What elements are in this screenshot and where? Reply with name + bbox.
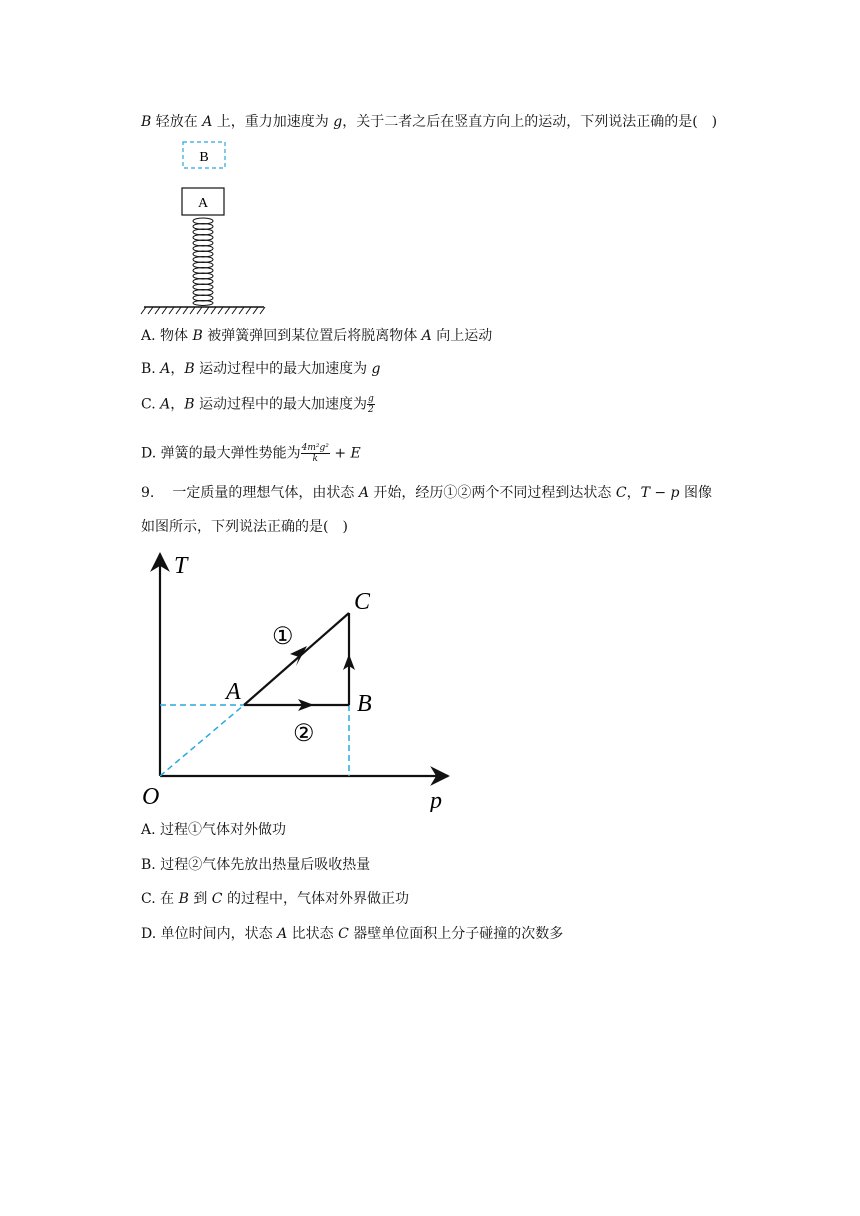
q9-stem-line1 (141, 483, 712, 503)
option-text: 运动过程中的最大加速度为 (194, 361, 372, 377)
stem-text: 一定质量的理想气体，由状态 (172, 485, 359, 501)
option-text: 到 (188, 891, 212, 907)
block-b-label: B (199, 150, 209, 165)
q9-option-a (141, 820, 286, 840)
q8-option-c (141, 394, 375, 415)
var-a: A (160, 396, 171, 413)
fraction-energy (301, 443, 330, 464)
ground-hatch (141, 307, 265, 314)
var-a: A (202, 114, 213, 130)
option-text: 弹簧的最大弹性势能为 (156, 445, 301, 462)
stem-text: 开始，经历①②两个不同过程到达状态 (368, 485, 616, 501)
stem-text: 轻放在 (151, 114, 203, 130)
q9-option-b (141, 855, 370, 875)
var-a: A (160, 361, 171, 377)
stem-text: 上，重力加速度为 (212, 114, 334, 130)
stem-text: ，关于二者之后在竖直方向上的运动，下列说法正确的是( ) (342, 114, 718, 130)
var-c: C (615, 485, 627, 501)
option-prefix: C. (141, 396, 156, 413)
spring-coils (193, 218, 213, 306)
var-c: C (338, 926, 349, 942)
var-c: C (211, 891, 223, 907)
spring-figure (140, 138, 270, 318)
process-2-label: ② (293, 721, 315, 747)
p-axis-label: p (430, 788, 442, 812)
q8-option-b (141, 359, 381, 379)
option-prefix: B. (141, 857, 156, 873)
separator: ， (170, 361, 185, 377)
var-b: B (178, 891, 189, 907)
question-number: 9. (141, 485, 155, 501)
option-prefix: C. (141, 891, 156, 907)
var-b: B (184, 361, 195, 377)
q8-option-a (141, 326, 492, 346)
separator: ， (170, 396, 185, 413)
var-a: A (277, 926, 288, 942)
option-prefix: D. (141, 445, 157, 462)
q8-stem (141, 112, 717, 132)
option-text: 器壁单位面积上分子碰撞的次数多 (348, 926, 564, 942)
var-a: A (421, 328, 432, 344)
q9-option-d (141, 924, 563, 944)
point-a-label: A (226, 679, 241, 705)
option-prefix: A. (141, 328, 156, 344)
q8-option-d (141, 443, 361, 464)
fraction-g-over-2 (367, 394, 375, 415)
process-1-label: ① (272, 624, 294, 650)
option-text: 过程①气体对外做功 (155, 822, 287, 838)
option-text: 比状态 (287, 926, 339, 942)
option-text: 的过程中，气体对外界做正功 (222, 891, 409, 907)
var-g: g (333, 114, 343, 130)
var-t-minus-p: T − p (640, 485, 680, 501)
fraction-numerator: g (368, 394, 374, 404)
option-prefix: B. (141, 361, 156, 377)
option-text: 被弹簧弹回到某位置后将脱离物体 (202, 328, 422, 344)
var-g: g (371, 361, 381, 377)
option-text: 过程②气体先放出热量后吸收热量 (155, 857, 371, 873)
var-a: A (358, 485, 369, 501)
option-text: 物体 (155, 328, 193, 344)
stem-text: ， (626, 485, 641, 501)
fraction-denominator: 2 (368, 405, 374, 415)
point-c-label: C (354, 589, 371, 615)
q9-option-c (141, 889, 409, 909)
q9-stem-line2: 如图所示，下列说法正确的是( ) (141, 519, 348, 535)
var-b: B (141, 114, 152, 130)
t-axis-label: T (174, 553, 188, 579)
option-text: 单位时间内，状态 (156, 926, 278, 942)
option-text: 在 (155, 891, 179, 907)
fraction-denominator: k (312, 454, 318, 464)
origin-label: O (142, 784, 160, 810)
option-text: 向上运动 (431, 328, 493, 344)
option-text: 运动过程中的最大加速度为 (194, 396, 367, 413)
point-b-label: B (357, 691, 372, 717)
tp-graph (138, 546, 458, 812)
fraction-numerator: 4m²g² (301, 443, 329, 453)
block-a-label: A (197, 196, 209, 211)
option-prefix: D. (141, 926, 157, 942)
var-b: B (184, 396, 195, 413)
process-1-line (244, 613, 349, 705)
var-b: B (192, 328, 203, 344)
option-prefix: A. (141, 822, 156, 838)
dashed-guides (160, 705, 349, 776)
energy-term: + E (329, 445, 361, 462)
stem-text: 图像 (679, 485, 712, 501)
